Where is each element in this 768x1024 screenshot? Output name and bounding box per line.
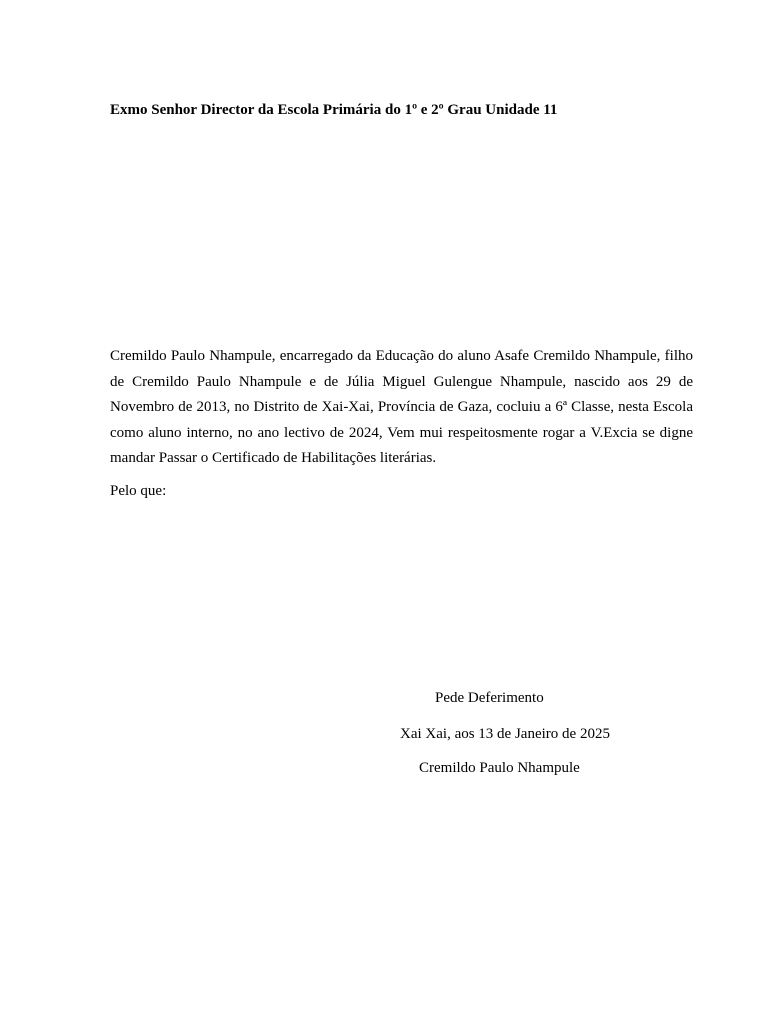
letter-heading: Exmo Senhor Director da Escola Primária do 1º e 2º Grau Unidade 11 <box>110 102 558 118</box>
closing-intro: Pelo que: <box>110 483 167 499</box>
place-date-line: Xai Xai, aos 13 de Janeiro de 2025 <box>400 726 610 742</box>
request-line: Pede Deferimento <box>435 690 544 706</box>
signatory-name: Cremildo Paulo Nhampule <box>419 760 580 776</box>
letter-body: Cremildo Paulo Nhampule, encarregado da Educação do aluno Asafe Cremildo Nhampule, filho de Cremildo Paulo Nhampule e de Júlia Miguel Gulengue Nhampule, nascido aos 29 de Novembro de 2013, no Distrito de Xai-Xai, Província de Gaza, cocluiu a 6ª Classe, nesta Escola como aluno interno, no ano lectivo de 2024, Vem mui respeitosmente rogar a V.Excia se digne mandar Passar o Certificado de Habilitações literárias. <box>110 348 693 466</box>
